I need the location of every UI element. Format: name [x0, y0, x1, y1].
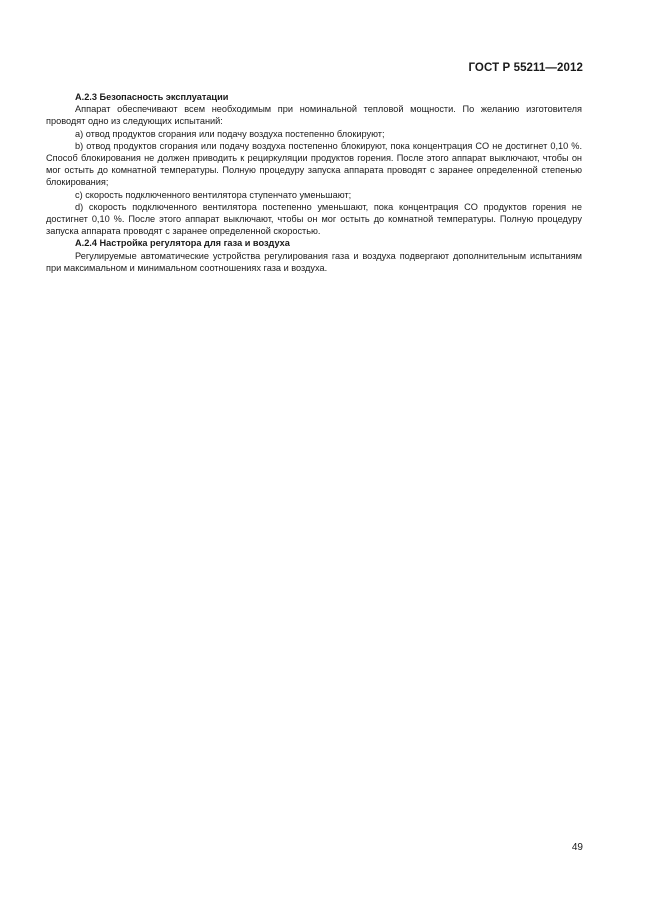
section-a-2-4: [46, 237, 582, 274]
list-item-d: d) скорость подключенного вентилятора постепенно уменьшают, пока концентрация CO продуктов горения не достигнет 0,10 %. После этого аппарат выключают, чтобы он мог остыть до комнатной температуры. Полную процедуру запуска аппарата проводят с заранее определенной скоростью.: [46, 201, 582, 237]
list-item-a: a) отвод продуктов сгорания или подачу воздуха постепенно блокируют;: [75, 128, 385, 139]
page-number: 49: [571, 842, 583, 853]
list-item-c: c) скорость подключенного вентилятора ступенчато уменьшают;: [75, 189, 352, 200]
paragraph: Аппарат обеспечивают всем необходимым при номинальной тепловой мощности. По желанию изготовителя проводят одно из следующих испытаний:: [46, 104, 582, 127]
list-item-b: b) отвод продуктов сгорания или подачу воздуха постепенно блокируют, пока концентрация CO не достигнет 0,10 %. Способ блокирования не должен приводить к рециркуляции продуктов горения. После этого аппарат выключают, чтобы он мог остыть до комнатной температуры. Полную процедуру запуска аппарата проводят с заранее определенной степенью блокирования;: [46, 140, 582, 188]
section-a-2-3: [46, 91, 582, 237]
paragraph: Регулируемые автоматические устройства регулирования газа и воздуха подвергают дополнительным испытаниям при максимальном и минимальном соотношениях газа и воздуха.: [46, 250, 582, 273]
document-code-header: ГОСТ Р 55211—2012: [468, 62, 583, 74]
document-body: [46, 91, 582, 274]
section-heading: A.2.3 Безопасность эксплуатации: [75, 92, 229, 102]
section-heading: A.2.4 Настройка регулятора для газа и воздуха: [75, 238, 290, 249]
